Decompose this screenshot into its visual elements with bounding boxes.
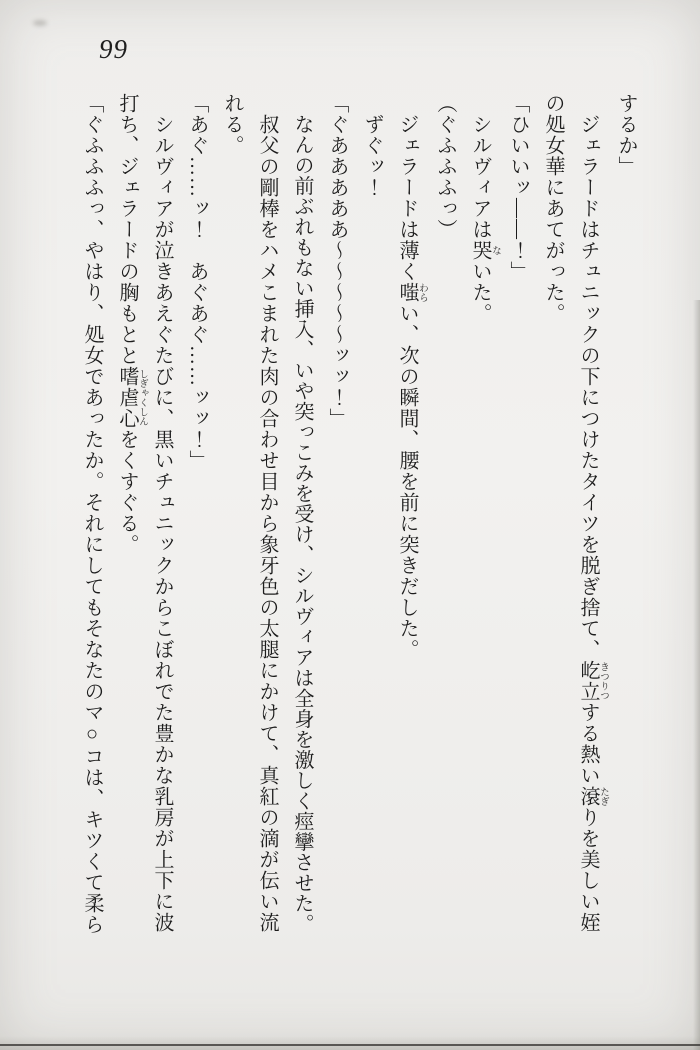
ruby-annotated-word: 屹立 きつりつ [577,660,608,702]
scan-smudge [33,20,47,26]
paragraph: ジェラードは薄く嗤 わらい、次の瞬間、腰を前に突きだした。 [396,114,427,660]
ruby-annotated-word: 嗜虐心 しぎゃくしん [116,366,147,429]
ruby-annotated-word: 嗤 わら [396,282,427,303]
paragraph: 「ぐふふふっ、やはり、処女であったか。それにしてもそなたのマ○コは、キツくて柔ら [81,93,103,935]
ruby-annotated-word: 哭 な [469,240,500,261]
paragraph: 叔父の剛棒をハメこまれた肉の合わせ目から象牙色の太腿にかけて、真紅の滴が伝い流れる。 [221,93,278,933]
scan-edge-shadow-right [693,300,700,1050]
paragraph: するか」 [615,93,637,177]
scan-edge-shadow-bottom [0,1036,700,1050]
page-number: 99 [99,34,128,64]
paragraph: ずぐッ！ [361,114,383,198]
paragraph: 「あぐ……ッ！ あぐあぐ……ッッ！」 [186,93,208,471]
paragraph: ジェラードはチュニックの下につけたタイツを脱ぎ捨て、屹立 きつりつする熱い滾 たぎりを美しい姪の処女華にあてがった。 [542,93,608,933]
paragraph: なんの前ぶれもない挿入、いや突っこみを受け、シルヴィアは全身を激しく痙攣させた。 [291,114,313,934]
paragraph: シルヴィアは哭 ないた。 [469,114,500,324]
ruby-annotated-word: 滾 たぎ [577,786,608,807]
paragraph: 「ひいいッ――！」 [507,93,529,282]
paragraph: （ぐふふふっ） [434,93,456,240]
vertical-text-block [81,93,643,949]
paragraph: 「ぐあああああ～～～～～ッッ！」 [326,93,348,429]
paragraph: シルヴィアが泣きあえぐたびに、黒いチュニックからこぼれでた豊かな乳房が上下に波打ち、ジェラードの胸もとと嗜虐心 しぎゃくしんをくすぐる。 [116,93,173,933]
scan-edge-line [0,1044,700,1046]
